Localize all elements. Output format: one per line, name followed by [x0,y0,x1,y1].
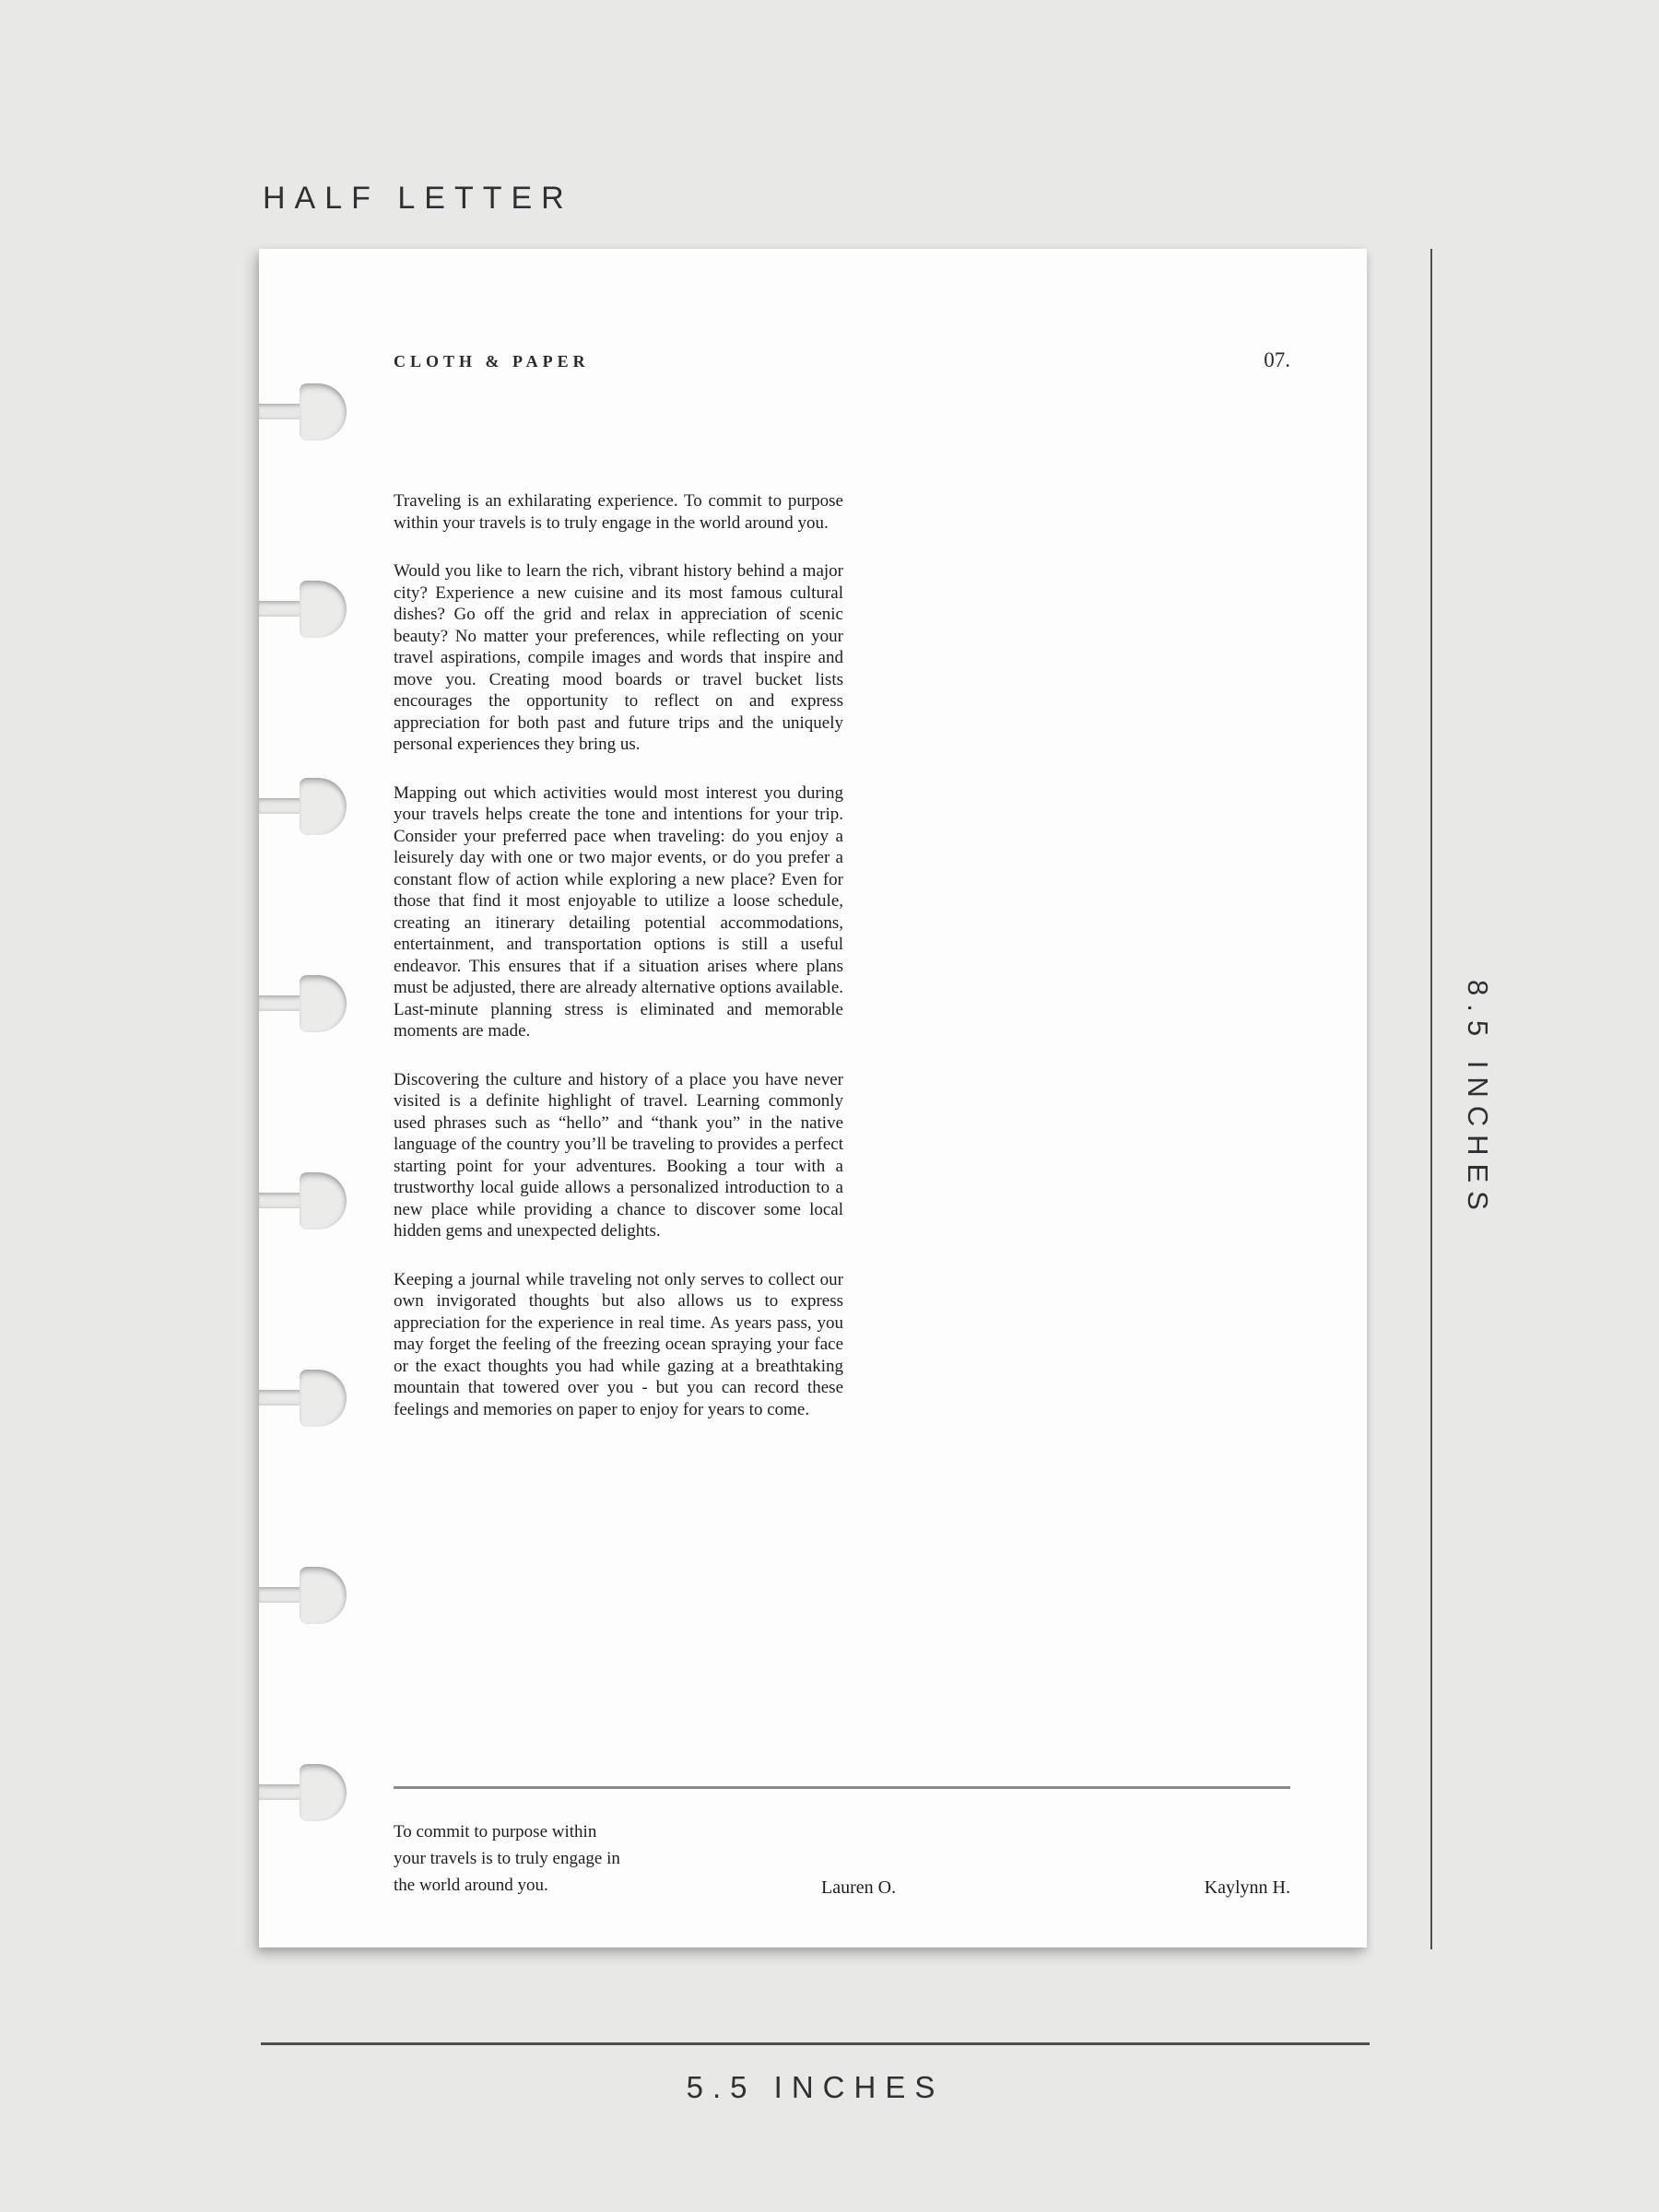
width-dimension-label: 5.5 INCHES [686,2070,945,2104]
brand-wordmark: CLOTH & PAPER [394,352,590,371]
binder-punch-hole [259,1172,347,1230]
footer-divider [394,1786,1290,1789]
binder-punch-hole [259,581,347,638]
article-body [394,490,843,1420]
paragraph: Keeping a journal while traveling not only serves to collect our own invigorated thoughts but also allows us to express appreciation for the experience in real time. As years pass, you may forget the feeling of the freezing ocean spraying your face or the exact thoughts you had while gazing at a breathtaking mountain that towered over you - but you can record these feelings and memories on paper to enjoy for years to come. [394,1269,843,1419]
paragraph: Mapping out which activities would most interest you during your travels helps create the tone and intentions for your trip. Consider your preferred pace when traveling: do you enjoy a leisurely day with one or two major events, or do you prefer a constant flow of action while exploring a new place? Even for those that find it most enjoyable to utilize a loose schedule, creating an itinerary detailing potential accommodations, entertainment, and transportation options is still a useful endeavor. This ensures that if a situation arises where plans must be adjusted, there are already alternative options available. Last-minute planning stress is eliminated and memorable moments are made. [394,782,843,1041]
punch-bulb [300,1172,347,1230]
pull-quote-line: your travels is to truly engage in [394,1849,620,1868]
punch-bulb [300,1567,347,1624]
page-header [394,348,1290,372]
punch-bulb [300,1764,347,1821]
credit-name-right: Kaylynn H. [1204,1877,1290,1898]
paragraph: Traveling is an exhilarating experience. To commit to purpose within your travels is to truly engage in the world around you. [394,491,843,533]
punch-bulb [300,778,347,835]
page-footer [394,1786,1290,1899]
punch-bulb [300,975,347,1032]
height-dimension-label [1449,249,1506,1949]
punch-slot [259,404,305,419]
paragraph: Discovering the culture and history of a place you have never visited is a definite highlight of travel. Learning commonly used phrases such as “hello” and “thank you” in the native language of the country you’ll be traveling to provides a perfect starting point for your adventures. Booking a tour with a trustworthy local guide allows a personalized introduction to a new place while providing a chance to discover some local hidden gems and unexpected delights. [394,1069,843,1241]
paper-sheet [259,249,1367,1947]
punch-bulb [300,1370,347,1427]
height-dimension-text: 8.5 INCHES [1462,980,1494,1218]
page-size-title: HALF LETTER [263,181,573,216]
punch-slot [259,1587,305,1603]
punch-bulb [300,383,347,441]
punch-slot [259,601,305,617]
height-dimension-line [1430,249,1432,1949]
punch-slot [259,1784,305,1800]
punch-slot [259,1390,305,1406]
punch-slot [259,995,305,1011]
width-dimension-line [261,2042,1370,2045]
punch-slot [259,798,305,814]
punch-bulb [300,581,347,638]
punch-slot [259,1193,305,1208]
binder-punch-hole [259,975,347,1032]
binder-punch-hole [259,1567,347,1624]
binder-punch-hole [259,383,347,441]
binder-punch-hole [259,778,347,835]
binder-punch-hole [259,1764,347,1821]
paragraph: Would you like to learn the rich, vibrant history behind a major city? Experience a new cuisine and its most famous cultural dishes? Go off the grid and relax in appreciation of scenic beauty? No matter your preferences, while reflecting on your travel aspirations, compile images and words that inspire and move you. Creating mood boards or travel bucket lists encourages the opportunity to reflect on and express appreciation for both past and future trips and the uniquely personal experiences they bring us. [394,561,843,754]
pull-quote-line: the world around you. [394,1876,548,1895]
binder-punch-hole [259,1370,347,1427]
credit-name-left: Lauren O. [821,1877,897,1898]
page-number: 07. [1264,348,1290,371]
pull-quote-line: To commit to purpose within [394,1822,597,1841]
